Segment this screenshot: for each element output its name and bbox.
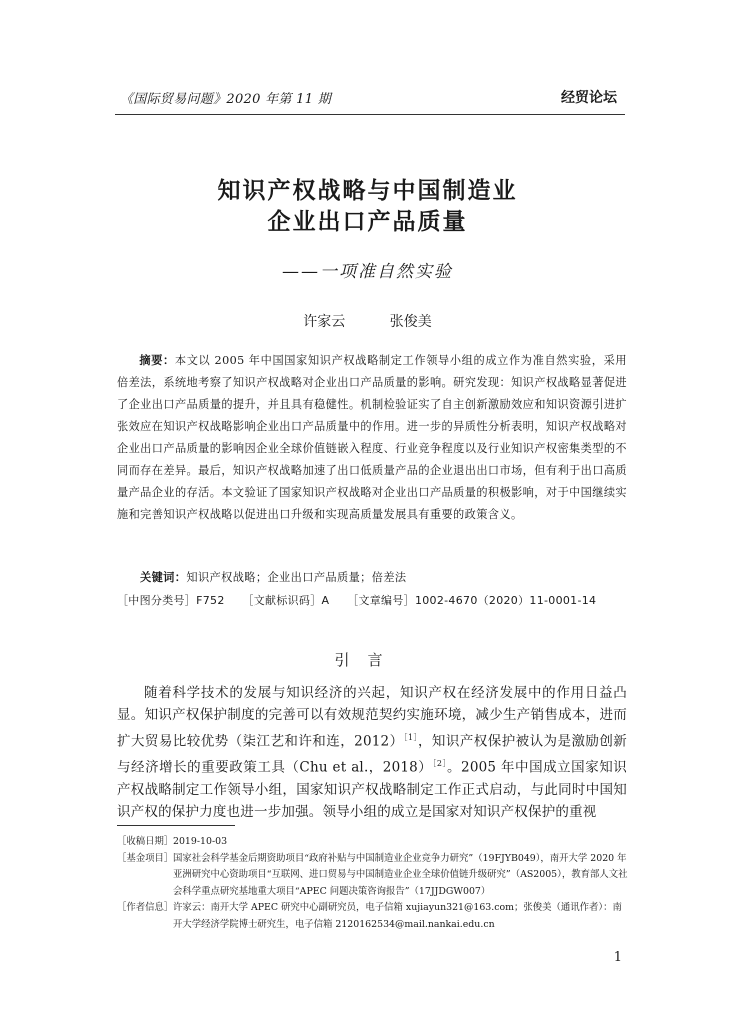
intro-body — [117, 682, 627, 823]
abstract-label: 摘要： — [139, 354, 175, 367]
subtitle: ——一项准自然实验 — [282, 262, 453, 282]
footnote-label: ［基金项目］ — [117, 852, 174, 864]
intro-text-1: 随着科学技术的发展与知识经济的兴起，知识产权在经济发展中的作用日益凸显。知识产权保护制度的完善可以有效规范契约实施环境，减少生产销售成本，进而扩大贸易比较优势（柒江艺和许和连，2012） — [117, 685, 627, 750]
footnote-funding — [117, 851, 629, 901]
footnote-text: 2019-10-03 — [173, 836, 228, 847]
footnote-author-info — [117, 900, 629, 933]
classification-line — [117, 592, 610, 608]
footnotes — [117, 834, 629, 933]
footnote-label: ［作者信息］ — [117, 902, 174, 913]
journal-issue: 《国际贸易问题》2020 年第 11 期 — [120, 92, 332, 107]
author-2: 张俊美 — [389, 314, 432, 330]
abstract-text: 本文以 2005 年中国国家知识产权战略制定工作领导小组的成立作为准自然实验，采用倍差法，系统地考察了知识产权战略对企业出口产品质量的影响。研究发现：知识产权战略显著促进了企业出口产品质量的提升，并且具有稳健性。机制检验证实了自主创新激励效应和知识资源引进扩张效应在知识产权战略影响企业出口产品质量中的作用。进一步的异质性分析表明，知识产权战略对企业出口产品质量的影响因企业全球价值链嵌入程度、行业竞争程度以及行业知识产权密集类型的不同而存在差异。最后，知识产权战略加速了出口低质量产品的企业退出出口市场，但有利于出口高质量产品企业的存活。本文验证了国家知识产权战略对企业出口产品质量的积极影响，对于中国继续实施和完善知识产权战略以促进出口升级和实现高质量发展具有重要的政策含义。 — [117, 354, 627, 521]
abstract — [117, 350, 627, 526]
keywords-text: 知识产权战略；企业出口产品质量；倍差法 — [186, 571, 407, 584]
intro-text-2: ，知识产权保护被认为是激励创新与经济增长的重要政策工具（Chu et al.，2018） — [117, 733, 627, 776]
footnote-divider — [117, 825, 235, 826]
header-divider — [115, 114, 625, 115]
title-line-1: 知识产权战略与中国制造业 — [217, 178, 518, 204]
intro-text-3: 。2005 年中国成立国家知识产权战略制定工作领导小组，国家知识产权战略制定工作正式启动，与此同时中国知识产权的保护力度也进一步加强。领导小组的成立是国家对知识产权保护的重视 — [117, 759, 627, 821]
author-1: 许家云 — [303, 314, 346, 330]
footnote-text: 许家云：南开大学 APEC 研究中心副研究员，电子信箱 xujiayun321@163.com；张俊美（通讯作者）：南开大学经济学院博士研究生，电子信箱 2120162534@mail.nankai.edu.cn — [173, 902, 622, 930]
citation-1[interactable]: ［1］ — [403, 732, 418, 742]
page-number: 1 — [613, 950, 622, 965]
footnote-text: 国家社会科学基金后期资助项目“政府补贴与中国制造业企业竞争力研究”（19FJYB049），南开大学 2020 年亚洲研究中心资助项目“互联网、进口贸易与中国制造业企业全球价值链升级研究”（AS2005），教育部人文社会科学重点研究基地重大项目“APEC 问题决策咨询报告”（17JJDGW007） — [173, 852, 628, 897]
keywords-label: 关键词： — [140, 571, 187, 584]
footnote-label: ［收稿日期］ — [117, 836, 174, 847]
citation-2[interactable]: ［2］ — [432, 758, 448, 768]
article-number: ［文章编号］1002-4670（2020）11-0001-14 — [347, 594, 597, 607]
column-name: 经贸论坛 — [561, 90, 617, 106]
document-code: ［文献标识码］A — [242, 594, 330, 607]
footnote-received — [117, 834, 629, 851]
title-line-2: 企业出口产品质量 — [267, 209, 468, 235]
keywords — [140, 569, 407, 585]
clc-number: ［中图分类号］F752 — [117, 594, 225, 607]
section-heading: 引言 — [334, 651, 401, 669]
author-list — [0, 311, 735, 331]
